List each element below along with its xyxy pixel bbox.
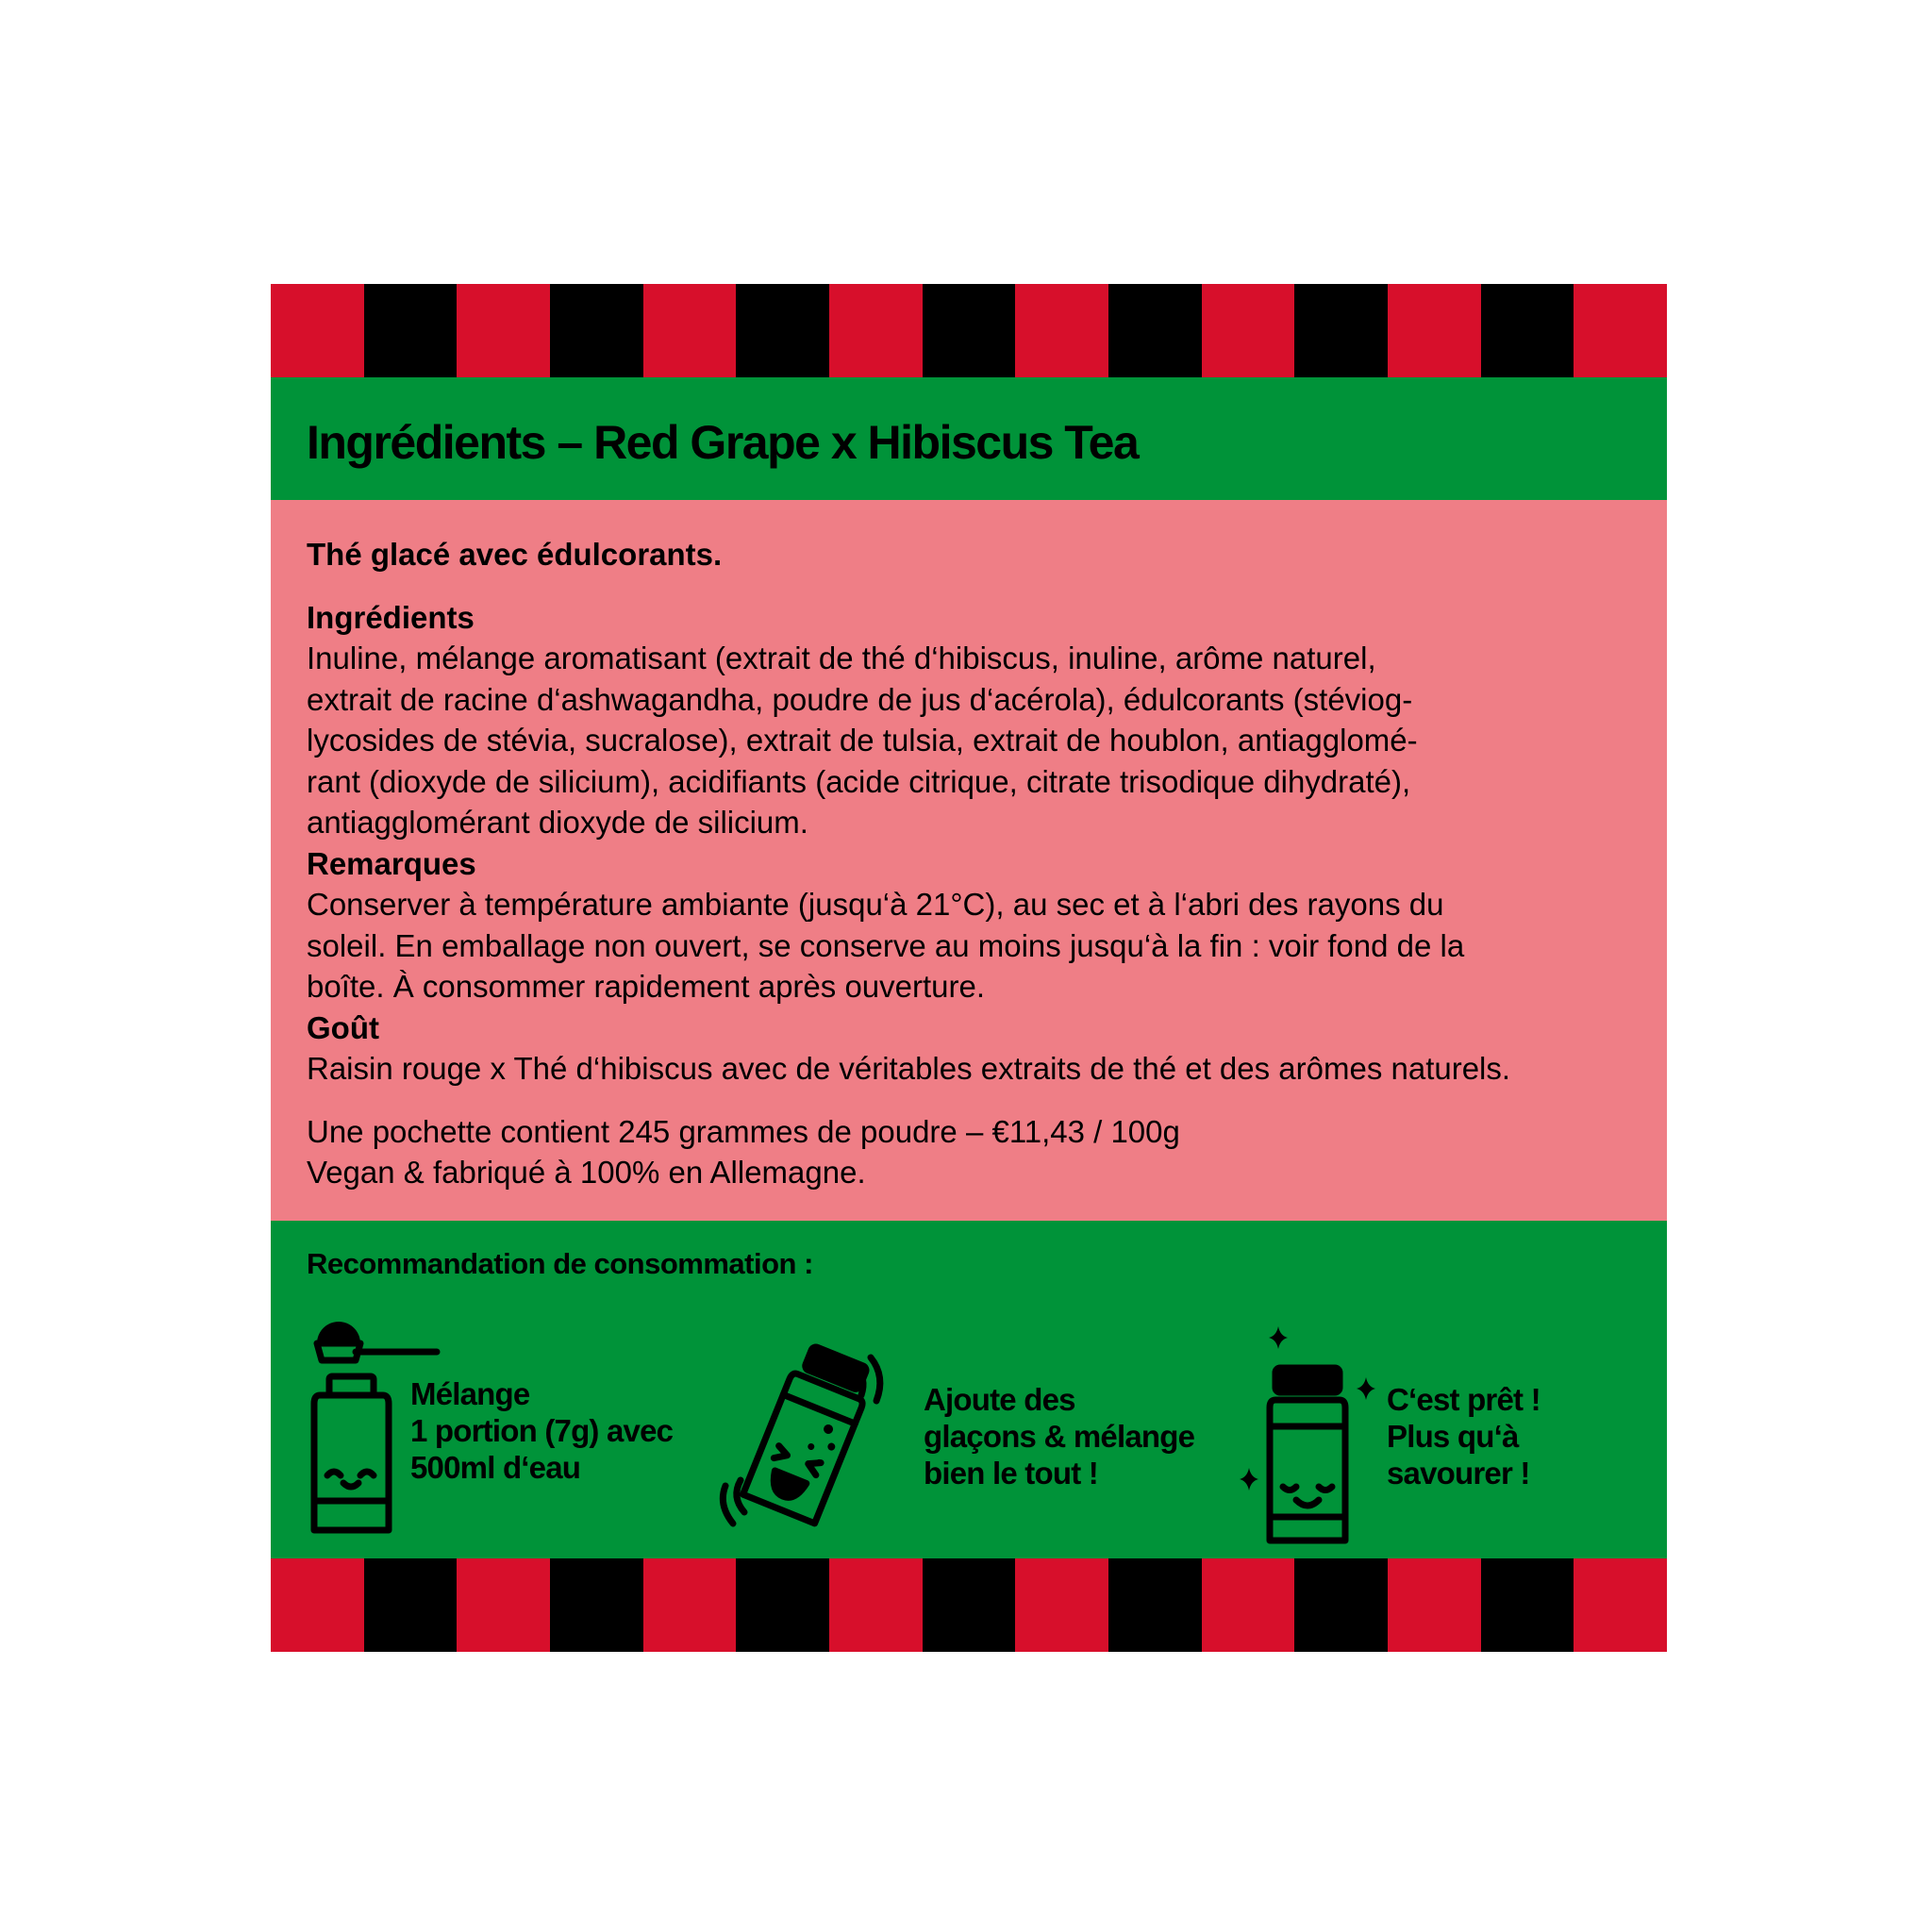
- step-text: Mélange 1 portion (7g) avec 500ml d‘eau: [410, 1376, 674, 1485]
- stripe-black: [364, 1558, 458, 1652]
- stripe-red: [271, 1558, 364, 1652]
- remarks-line: boîte. À consommer rapidement après ouverture.: [307, 969, 986, 1004]
- stripe-black: [1294, 284, 1388, 377]
- content-line: Une pochette contient 245 grammes de poudre – €11,43 / 100g: [307, 1113, 1180, 1149]
- ingredients-line: Inuline, mélange aromatisant (extrait de thé d‘hibiscus, inuline, arôme naturel,: [307, 641, 1376, 675]
- stripe-black: [923, 284, 1016, 377]
- info-section: [271, 500, 1667, 1221]
- stripe-black: [1108, 1558, 1202, 1652]
- stripe-red: [271, 284, 364, 377]
- stripe-black: [736, 284, 829, 377]
- sparkling-bottle-icon: [1236, 1326, 1387, 1553]
- stripe-black: [736, 1558, 829, 1652]
- step-text: C‘est prêt ! Plus qu‘à savourer !: [1387, 1382, 1541, 1491]
- title-band: [271, 377, 1667, 500]
- page-title: Ingrédients – Red Grape x Hibiscus Tea: [307, 416, 1139, 469]
- bottom-stripe-border: [271, 1558, 1667, 1652]
- stripe-red: [1388, 1558, 1481, 1652]
- stripe-red: [1015, 284, 1108, 377]
- vegan-line: Vegan & fabriqué à 100% en Allemagne.: [307, 1155, 866, 1190]
- stripe-red: [1388, 284, 1481, 377]
- shaking-bottle-icon: [712, 1339, 901, 1537]
- stripe-red: [1015, 1558, 1108, 1652]
- product-subtitle: Thé glacé avec édulcorants.: [307, 537, 723, 572]
- stripe-red: [829, 1558, 923, 1652]
- stripe-red: [457, 284, 550, 377]
- stripe-red: [1574, 284, 1667, 377]
- nutrition-card: [271, 284, 1667, 1652]
- stripe-black: [1481, 1558, 1574, 1652]
- remarks-heading: Remarques: [307, 845, 476, 881]
- stripe-black: [1108, 284, 1202, 377]
- ingredients-line: extrait de racine d‘ashwagandha, poudre de jus d‘acérola), édulcorants (stéviog-: [307, 681, 1413, 717]
- stripe-red: [1202, 284, 1295, 377]
- recommendation-title: Recommandation de consommation :: [307, 1247, 813, 1280]
- ingredients-line: antiagglomérant dioxyde de silicium.: [307, 805, 808, 840]
- top-stripe-border: [271, 284, 1667, 377]
- stripe-black: [550, 284, 643, 377]
- ingredients-heading: Ingrédients: [307, 599, 475, 635]
- stripe-black: [923, 1558, 1016, 1652]
- ingredients-line: lycosides de stévia, sucralose), extrait de tulsia, extrait de houblon, antiagglomé-: [307, 723, 1418, 758]
- stripe-black: [1294, 1558, 1388, 1652]
- stripe-red: [829, 284, 923, 377]
- stripe-red: [643, 1558, 737, 1652]
- remarks-line: soleil. En emballage non ouvert, se conserve au moins jusqu‘à la fin : voir fond de la: [307, 927, 1465, 963]
- stripe-red: [457, 1558, 550, 1652]
- stripe-red: [1202, 1558, 1295, 1652]
- taste-heading: Goût: [307, 1009, 379, 1045]
- step-text: Ajoute des glaçons & mélange bien le tout !: [924, 1382, 1195, 1491]
- remarks-line: Conserver à température ambiante (jusqu‘à 21°C), au sec et à l‘abri des rayons du: [307, 887, 1444, 922]
- stripe-red: [1574, 1558, 1667, 1652]
- taste-text: Raisin rouge x Thé d‘hibiscus avec de véritables extraits de thé et des arômes naturels.: [307, 1051, 1511, 1086]
- stripe-red: [643, 284, 737, 377]
- recommendation-section: [271, 1221, 1667, 1558]
- stripe-black: [1481, 284, 1574, 377]
- ingredients-line: rant (dioxyde de silicium), acidifiants (acide citrique, citrate trisodique dihydraté),: [307, 763, 1411, 799]
- stripe-black: [550, 1558, 643, 1652]
- stripe-black: [364, 284, 458, 377]
